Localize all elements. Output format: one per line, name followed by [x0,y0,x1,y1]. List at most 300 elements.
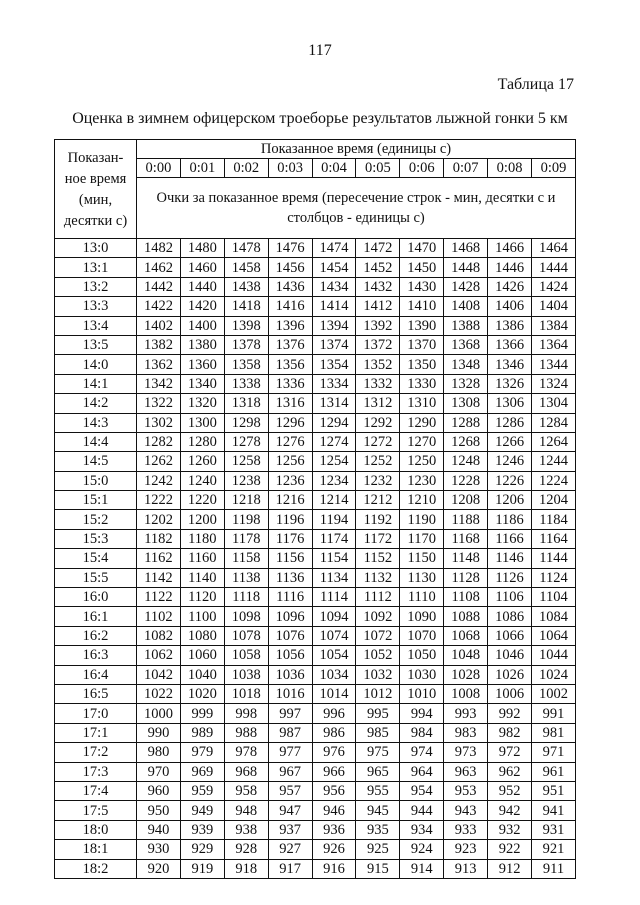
score-cell: 1186 [488,510,532,529]
score-cell: 958 [224,781,268,800]
score-cell: 1162 [137,549,181,568]
table-row [55,723,576,742]
score-cell: 970 [137,762,181,781]
table-row [55,277,576,296]
score-cell: 1146 [488,549,532,568]
score-cell: 1024 [532,665,576,684]
table-row [55,704,576,723]
points-caption: Очки за показанное время (пересечение строк - мин, десятки с и столбцов - единицы с) [137,178,576,239]
score-cell: 1178 [224,529,268,548]
score-cell: 1126 [488,568,532,587]
score-cell: 1352 [356,355,400,374]
time-cell: 14:2 [55,394,137,413]
score-cell: 1114 [312,588,356,607]
score-cell: 1144 [532,549,576,568]
score-cell: 947 [268,801,312,820]
score-cell: 1140 [180,568,224,587]
score-cell: 932 [488,820,532,839]
table-row [55,568,576,587]
score-cell: 1060 [180,646,224,665]
score-cell: 1246 [488,452,532,471]
table-row [55,297,576,316]
score-cell: 929 [180,840,224,859]
score-cell: 957 [268,781,312,800]
score-cell: 1180 [180,529,224,548]
score-cell: 1102 [137,607,181,626]
score-cell: 1176 [268,529,312,548]
score-cell: 1446 [488,258,532,277]
score-cell: 1120 [180,588,224,607]
score-cell: 993 [444,704,488,723]
score-cell: 1402 [137,316,181,335]
score-cell: 1438 [224,277,268,296]
score-cell: 1350 [400,355,444,374]
table-row [55,491,576,510]
score-cell: 1398 [224,316,268,335]
score-cell: 1286 [488,413,532,432]
score-cell: 1348 [444,355,488,374]
score-cell: 996 [312,704,356,723]
table-row [55,646,576,665]
score-cell: 1394 [312,316,356,335]
score-cell: 1110 [400,588,444,607]
score-cell: 1230 [400,471,444,490]
score-cell: 1232 [356,471,400,490]
score-cell: 950 [137,801,181,820]
score-cell: 1368 [444,335,488,354]
score-cell: 1308 [444,394,488,413]
time-cell: 15:4 [55,549,137,568]
score-cell: 1030 [400,665,444,684]
score-cell: 1040 [180,665,224,684]
score-cell: 1182 [137,529,181,548]
table-row [55,588,576,607]
score-cell: 1342 [137,374,181,393]
score-cell: 1476 [268,239,312,258]
column-header: 0:05 [356,159,400,178]
score-cell: 1450 [400,258,444,277]
score-cell: 1104 [532,588,576,607]
score-cell: 1244 [532,452,576,471]
score-cell: 1020 [180,684,224,703]
score-cell: 1194 [312,510,356,529]
score-cell: 1184 [532,510,576,529]
table-row [55,452,576,471]
table-row [55,432,576,451]
score-cell: 1240 [180,471,224,490]
score-cell: 992 [488,704,532,723]
score-cell: 1084 [532,607,576,626]
table-row [55,510,576,529]
score-cell: 1328 [444,374,488,393]
score-cell: 1264 [532,432,576,451]
score-cell: 1200 [180,510,224,529]
score-cell: 1254 [312,452,356,471]
score-cell: 1382 [137,335,181,354]
score-cell: 982 [488,723,532,742]
time-cell: 15:1 [55,491,137,510]
score-table [54,139,576,879]
time-cell: 18:0 [55,820,137,839]
score-cell: 962 [488,762,532,781]
score-cell: 1288 [444,413,488,432]
score-cell: 1372 [356,335,400,354]
score-cell: 1330 [400,374,444,393]
score-cell: 949 [180,801,224,820]
score-cell: 966 [312,762,356,781]
time-cell: 16:0 [55,588,137,607]
score-cell: 994 [400,704,444,723]
score-cell: 938 [224,820,268,839]
score-cell: 1332 [356,374,400,393]
score-cell: 923 [444,840,488,859]
score-cell: 1086 [488,607,532,626]
score-cell: 941 [532,801,576,820]
score-cell: 1066 [488,626,532,645]
score-cell: 1208 [444,491,488,510]
score-cell: 1220 [180,491,224,510]
score-cell: 1434 [312,277,356,296]
score-cell: 1234 [312,471,356,490]
score-cell: 1076 [268,626,312,645]
score-cell: 1274 [312,432,356,451]
score-cell: 1132 [356,568,400,587]
score-cell: 1458 [224,258,268,277]
score-cell: 1064 [532,626,576,645]
score-cell: 1152 [356,549,400,568]
score-cell: 924 [400,840,444,859]
score-cell: 917 [268,859,312,878]
score-cell: 1436 [268,277,312,296]
time-cell: 16:4 [55,665,137,684]
column-header: 0:07 [444,159,488,178]
table-row [55,471,576,490]
score-cell: 1346 [488,355,532,374]
score-cell: 1414 [312,297,356,316]
score-cell: 1148 [444,549,488,568]
table-row [55,413,576,432]
score-cell: 983 [444,723,488,742]
score-cell: 1366 [488,335,532,354]
table-row [55,316,576,335]
score-cell: 1460 [180,258,224,277]
score-cell: 968 [224,762,268,781]
score-cell: 976 [312,743,356,762]
score-cell: 1334 [312,374,356,393]
score-cell: 1272 [356,432,400,451]
score-cell: 1448 [444,258,488,277]
score-cell: 1190 [400,510,444,529]
score-cell: 948 [224,801,268,820]
score-cell: 967 [268,762,312,781]
row-header-line: (мин, [78,192,113,208]
score-cell: 1206 [488,491,532,510]
score-cell: 928 [224,840,268,859]
score-cell: 1092 [356,607,400,626]
score-cell: 1044 [532,646,576,665]
score-cell: 1412 [356,297,400,316]
score-cell: 951 [532,781,576,800]
score-cell: 1442 [137,277,181,296]
score-cell: 1400 [180,316,224,335]
time-cell: 17:0 [55,704,137,723]
time-cell: 14:3 [55,413,137,432]
table-row [55,607,576,626]
score-cell: 985 [356,723,400,742]
score-cell: 1360 [180,355,224,374]
score-cell: 1118 [224,588,268,607]
score-cell: 1374 [312,335,356,354]
score-cell: 990 [137,723,181,742]
score-cell: 1296 [268,413,312,432]
score-cell: 1170 [400,529,444,548]
time-cell: 13:5 [55,335,137,354]
score-cell: 1008 [444,684,488,703]
score-cell: 1134 [312,568,356,587]
score-cell: 1406 [488,297,532,316]
score-cell: 1392 [356,316,400,335]
score-cell: 959 [180,781,224,800]
score-cell: 989 [180,723,224,742]
score-cell: 921 [532,840,576,859]
score-cell: 1034 [312,665,356,684]
score-cell: 1478 [224,239,268,258]
score-cell: 1318 [224,394,268,413]
score-cell: 1376 [268,335,312,354]
score-cell: 1122 [137,588,181,607]
time-cell: 14:5 [55,452,137,471]
score-cell: 1192 [356,510,400,529]
table-row [55,801,576,820]
time-cell: 13:2 [55,277,137,296]
score-cell: 1282 [137,432,181,451]
score-cell: 1268 [444,432,488,451]
score-cell: 933 [444,820,488,839]
score-cell: 1304 [532,394,576,413]
score-cell: 1012 [356,684,400,703]
score-cell: 1404 [532,297,576,316]
score-cell: 1420 [180,297,224,316]
score-cell: 946 [312,801,356,820]
score-cell: 1188 [444,510,488,529]
score-cell: 1078 [224,626,268,645]
score-cell: 1100 [180,607,224,626]
score-cell: 930 [137,840,181,859]
score-cell: 1424 [532,277,576,296]
column-group-header: Показанное время (единицы с) [137,140,576,159]
score-cell: 1214 [312,491,356,510]
score-cell: 1116 [268,588,312,607]
score-cell: 1072 [356,626,400,645]
score-cell: 1090 [400,607,444,626]
page-number: 117 [308,42,332,59]
score-cell: 1056 [268,646,312,665]
score-cell: 1390 [400,316,444,335]
score-cell: 978 [224,743,268,762]
score-cell: 975 [356,743,400,762]
score-cell: 1002 [532,684,576,703]
table-row [55,684,576,703]
score-cell: 1036 [268,665,312,684]
score-cell: 960 [137,781,181,800]
score-cell: 1418 [224,297,268,316]
time-cell: 18:1 [55,840,137,859]
score-cell: 916 [312,859,356,878]
score-cell: 1082 [137,626,181,645]
score-cell: 937 [268,820,312,839]
score-cell: 1218 [224,491,268,510]
score-cell: 998 [224,704,268,723]
score-cell: 1238 [224,471,268,490]
score-cell: 1068 [444,626,488,645]
score-cell: 1410 [400,297,444,316]
score-cell: 920 [137,859,181,878]
score-cell: 1428 [444,277,488,296]
score-cell: 927 [268,840,312,859]
score-cell: 1440 [180,277,224,296]
time-cell: 17:4 [55,781,137,800]
score-cell: 997 [268,704,312,723]
score-cell: 1426 [488,277,532,296]
table-row [55,626,576,645]
score-cell: 919 [180,859,224,878]
score-cell: 1344 [532,355,576,374]
score-cell: 1054 [312,646,356,665]
table-row [55,335,576,354]
time-cell: 17:1 [55,723,137,742]
score-cell: 1216 [268,491,312,510]
column-header: 0:01 [180,159,224,178]
score-cell: 987 [268,723,312,742]
row-header-line: десятки с) [63,213,128,229]
score-cell: 984 [400,723,444,742]
score-cell: 1080 [180,626,224,645]
score-cell: 986 [312,723,356,742]
score-cell: 1050 [400,646,444,665]
score-cell: 926 [312,840,356,859]
score-cell: 1014 [312,684,356,703]
score-cell: 1048 [444,646,488,665]
table-row [55,529,576,548]
score-cell: 955 [356,781,400,800]
time-cell: 14:4 [55,432,137,451]
score-cell: 1164 [532,529,576,548]
time-cell: 17:2 [55,743,137,762]
row-header-line: ное время [64,171,127,187]
score-cell: 1158 [224,549,268,568]
time-cell: 18:2 [55,859,137,878]
column-header: 0:04 [312,159,356,178]
table-row [55,258,576,277]
score-cell: 1154 [312,549,356,568]
score-cell: 1474 [312,239,356,258]
score-cell: 1062 [137,646,181,665]
score-cell: 1370 [400,335,444,354]
score-cell: 1388 [444,316,488,335]
score-cell: 1378 [224,335,268,354]
score-cell: 1226 [488,471,532,490]
score-cell: 1292 [356,413,400,432]
table-row [55,239,576,258]
score-cell: 918 [224,859,268,878]
score-cell: 945 [356,801,400,820]
score-cell: 1106 [488,588,532,607]
score-cell: 1358 [224,355,268,374]
score-cell: 943 [444,801,488,820]
score-cell: 1212 [356,491,400,510]
score-cell: 1202 [137,510,181,529]
score-cell: 1314 [312,394,356,413]
time-cell: 17:5 [55,801,137,820]
table-row [55,374,576,393]
score-cell: 1482 [137,239,181,258]
score-cell: 1324 [532,374,576,393]
score-cell: 1142 [137,568,181,587]
score-cell: 914 [400,859,444,878]
time-cell: 13:1 [55,258,137,277]
score-cell: 953 [444,781,488,800]
score-cell: 1356 [268,355,312,374]
score-cell: 1384 [532,316,576,335]
score-cell: 1386 [488,316,532,335]
score-cell: 1278 [224,432,268,451]
score-cell: 1150 [400,549,444,568]
score-cell: 1262 [137,452,181,471]
score-cell: 1464 [532,239,576,258]
score-cell: 1108 [444,588,488,607]
score-cell: 944 [400,801,444,820]
score-cell: 1224 [532,471,576,490]
column-header: 0:03 [268,159,312,178]
time-cell: 16:2 [55,626,137,645]
score-cell: 1026 [488,665,532,684]
time-cell: 15:5 [55,568,137,587]
score-cell: 1058 [224,646,268,665]
column-header: 0:06 [400,159,444,178]
score-cell: 1172 [356,529,400,548]
score-cell: 1006 [488,684,532,703]
score-cell: 1338 [224,374,268,393]
score-cell: 1310 [400,394,444,413]
time-cell: 15:2 [55,510,137,529]
score-cell: 939 [180,820,224,839]
time-cell: 14:0 [55,355,137,374]
score-cell: 954 [400,781,444,800]
score-cell: 1466 [488,239,532,258]
score-cell: 1454 [312,258,356,277]
score-cell: 1074 [312,626,356,645]
score-cell: 961 [532,762,576,781]
score-cell: 974 [400,743,444,762]
score-cell: 1260 [180,452,224,471]
score-cell: 1128 [444,568,488,587]
table-row [55,743,576,762]
score-cell: 1290 [400,413,444,432]
score-cell: 1052 [356,646,400,665]
table-row [55,781,576,800]
score-cell: 1380 [180,335,224,354]
score-cell: 1250 [400,452,444,471]
score-cell: 935 [356,820,400,839]
time-cell: 13:3 [55,297,137,316]
score-cell: 1130 [400,568,444,587]
score-cell: 965 [356,762,400,781]
score-cell: 942 [488,801,532,820]
score-cell: 1098 [224,607,268,626]
score-cell: 1046 [488,646,532,665]
score-cell: 911 [532,859,576,878]
score-cell: 1258 [224,452,268,471]
